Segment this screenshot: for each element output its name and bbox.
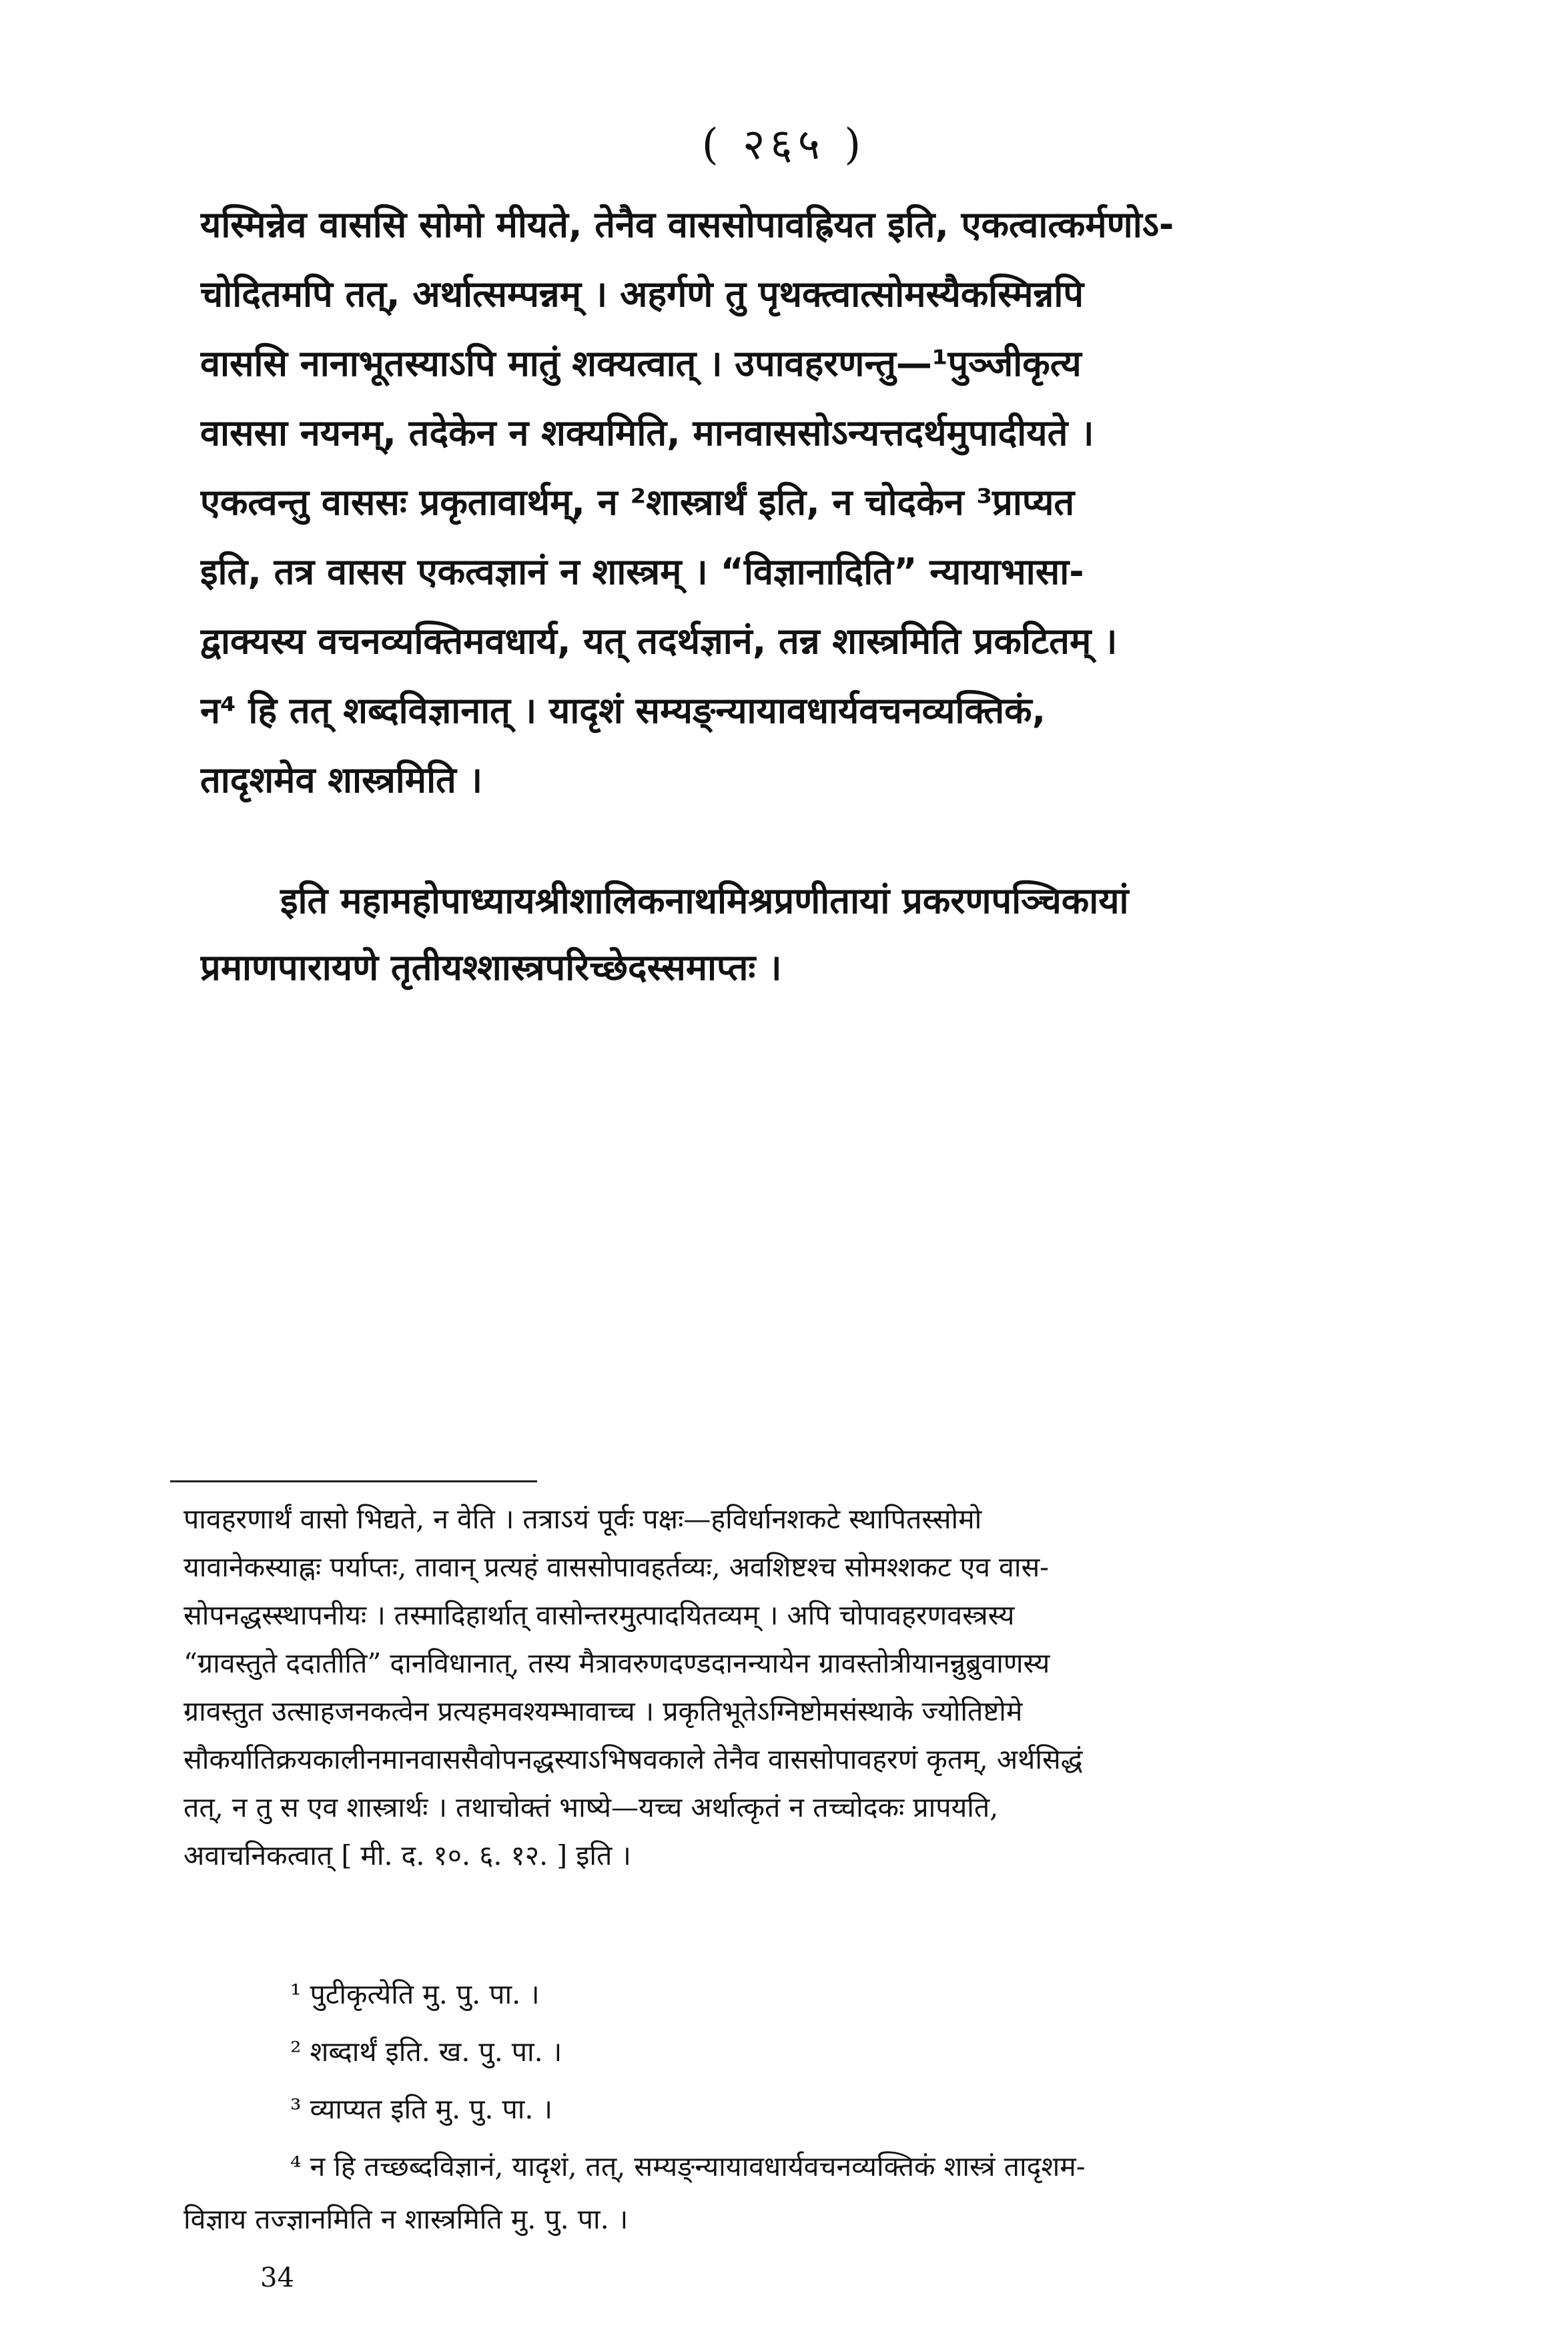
footnote-line: सोपनद्धस्स्थापनीयः । तस्मादिहार्थात् वासोन्तरमुत्पादयितव्यम् । अपि चोपावहरणवस्त्रस्य	[183, 1599, 1015, 1631]
main-text-line: द्वाक्यस्य वचनव्यक्तिमवधार्य, यत् तदर्थज्ञानं, तन्न शास्त्रमिति प्रकटितम् ।	[200, 620, 1118, 662]
footnote-line: तत्, न तु स एव शास्त्रार्थः । तथाचोक्तं भाष्ये—यच्च अर्थात्कृतं न तच्चोदकः प्रापयति,	[183, 1791, 999, 1823]
variant-note: ² शब्दार्थं इति. ख. पु. पा. ।	[290, 2036, 562, 2068]
page-number-bottom: 34	[260, 2263, 294, 2293]
main-text-line: वाससि नानाभूतस्याऽपि मातुं शक्यत्वात् । उपावहरणन्तु—¹पुञ्जीकृत्य	[200, 342, 1082, 384]
footnote-line: ग्रावस्तुत उत्साहजनकत्वेन प्रत्यहमवश्यम्भावाच्च । प्रकृतिभूतेऽग्निष्टोमसंस्थाके ज्योतिष्टोमे	[183, 1695, 1023, 1727]
footnote-continuation	[183, 1495, 1425, 1879]
main-text-line: यस्मिन्नेव वाससि सोमो मीयते, तेनैव वाससोपावह्रियत इति, एकत्वात्कर्मणोऽ-	[200, 204, 1174, 246]
main-text-block	[200, 190, 1421, 815]
footnote-line: पावहरणार्थं वासो भिद्यते, न वेति । तत्राऽयं पूर्वः पक्षः—हविर्धानशकटे स्थापितस्सोमो	[183, 1503, 982, 1535]
colophon-line: प्रमाणपारायणे तृतीयश्शास्त्रपरिच्छेदस्समाप्तः ।	[200, 946, 782, 988]
variant-readings	[183, 1966, 1425, 2243]
main-text-line: तादृशमेव शास्त्रमिति ।	[200, 759, 483, 801]
footnote-line: सौकर्यातिक्रयकालीनमानवाससैवोपनद्धस्याऽभिषवकाले तेनैव वाससोपावहरणं कृतम्, अर्थसिद्धं	[183, 1743, 1083, 1775]
footnote-line: यावानेकस्याह्नः पर्याप्तः, तावान् प्रत्यहं वाससोपावहर्तव्यः, अवशिष्टश्च सोमश्शकट एव वास-	[183, 1551, 1050, 1583]
main-text-line: इति, तत्र वासस एकत्वज्ञानं न शास्त्रम् । “विज्ञानादिति” न्यायाभासा-	[200, 551, 1084, 593]
main-text-line: वाससा नयनम्, तदेकेन न शक्यमिति, मानवाससोऽन्यत्तदर्थमुपादीयते ।	[200, 412, 1094, 454]
variant-note: ¹ पुटीकृत्येति मु. पु. पा. ।	[290, 1978, 540, 2010]
main-text-line: चोदितमपि तत्, अर्थात्सम्पन्नम् । अहर्गणे तु पृथक्त्वात्सोमस्यैकस्मिन्नपि	[200, 273, 1084, 315]
variant-note-continuation: विज्ञाय तज्ज्ञानमिति न शास्त्रमिति मु. पु. पा. ।	[183, 2203, 629, 2235]
footnote-divider	[170, 1480, 537, 1482]
main-text-line: न⁴ हि तत् शब्दविज्ञानात् । यादृशं सम्यङ्न्यायावधार्यवचनव्यक्तिकं,	[200, 689, 1046, 732]
variant-note: ⁴ न हि तच्छब्दविज्ञानं, यादृशं, तत्, सम्यङ्न्यायावधार्यवचनव्यक्तिकं शास्त्रं तादृशम-	[290, 2150, 1086, 2182]
variant-note: ³ व्याप्यत इति मु. पु. पा. ।	[290, 2093, 553, 2125]
chapter-colophon	[200, 868, 1421, 1001]
footnote-line: “ग्रावस्तुते ददातीति” दानविधानात्, तस्य मैत्रावरुणदण्डदानन्यायेन ग्रावस्तोत्रीयानन्नुब्रुवाणस्य	[183, 1647, 1050, 1679]
footnote-line: अवाचनिकत्वात् [ मी. द. १०. ६. १२. ] इति ।	[183, 1839, 631, 1871]
page-number-top: ( २६५ )	[701, 120, 867, 170]
colophon-line: इति महामहोपाध्यायश्रीशालिकनाथमिश्रप्रणीतायां प्रकरणपञ्चिकायां	[280, 880, 1129, 922]
main-text-line: एकत्वन्तु वाससः प्रकृतावार्थम्, न ²शास्त्रार्थं इति, न चोदकेन ³प्राप्यत	[200, 481, 1075, 523]
